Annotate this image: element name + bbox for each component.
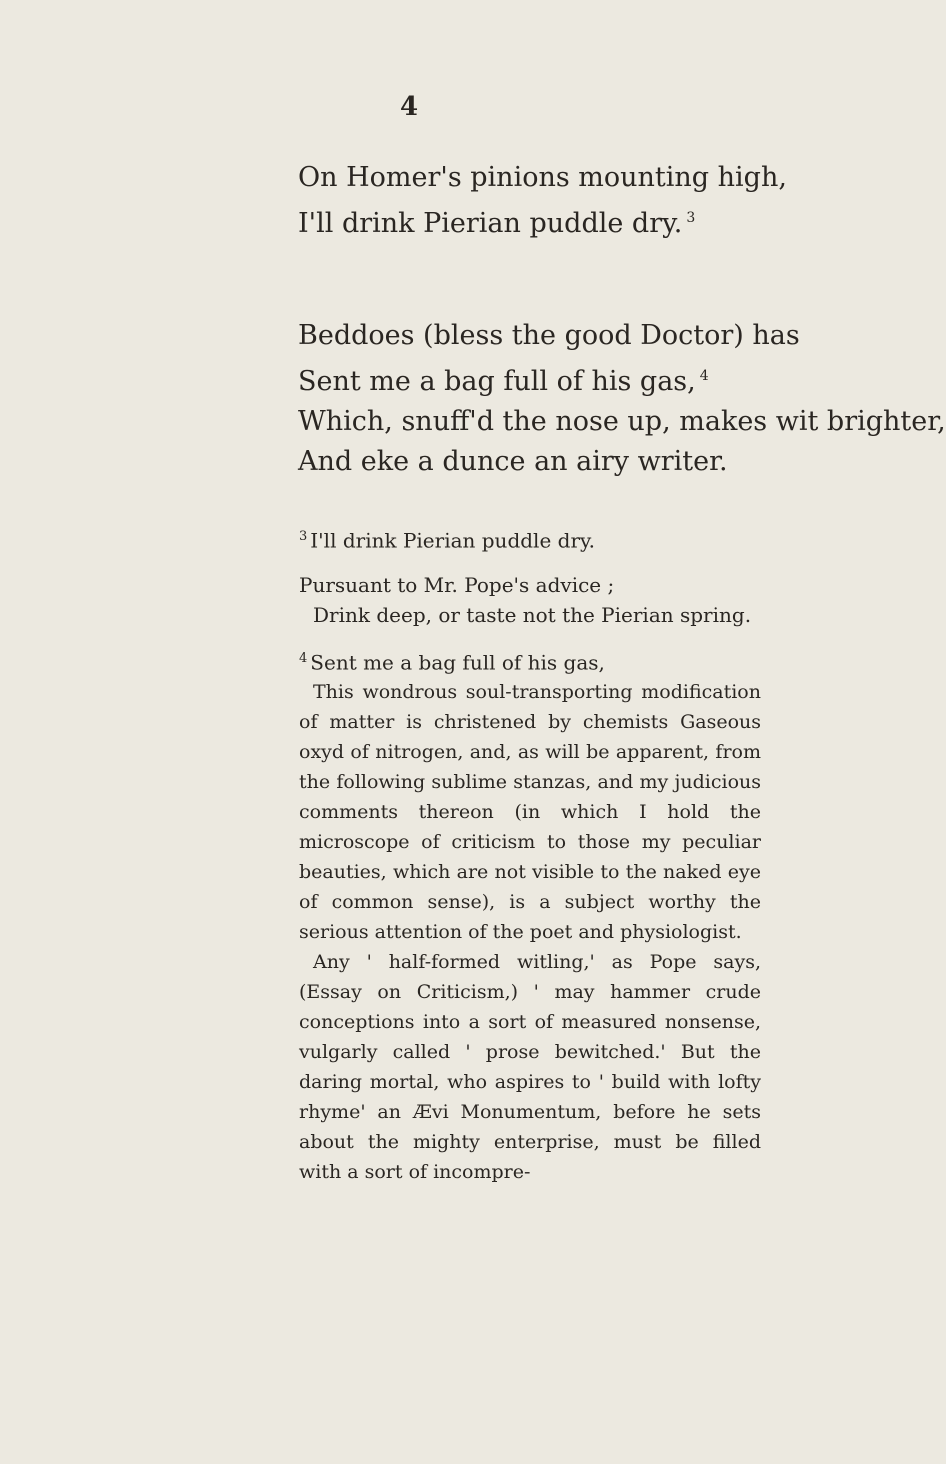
note-3-line: Pursuant to Mr. Pope's advice ; [299, 572, 615, 597]
verse-line [298, 356, 946, 402]
verse-stanza-2 [298, 316, 946, 482]
footnotes [299, 522, 761, 1187]
footnote-ref: 3 [686, 210, 696, 226]
footnote-ref: 4 [699, 368, 709, 384]
verse-stanza-1 [298, 158, 787, 244]
note-heading-text: I'll drink Pierian puddle dry. [310, 528, 595, 553]
verse-line-text: Sent me a bag full of his gas, [298, 366, 696, 397]
verse-line [298, 198, 787, 244]
verse-line: Beddoes (bless the good Doctor) has [298, 320, 800, 351]
note-number: 3 [299, 529, 308, 544]
note-3-heading [299, 522, 761, 556]
note-4-paragraph: This wondrous soul-transporting modification of matter is christened by chemists Gaseous oxyd of nitrogen, and, as will be apparent, from the following sublime stanzas, and my judicious comments thereon (in which I hold the microscope of criticism to those my peculiar beauties, which are not visible to the naked eye of common sense), is a subject worthy the serious attention of the poet and physiologist. [299, 681, 761, 944]
note-4-body [299, 677, 761, 1187]
verse-line: On Homer's pinions mounting high, [298, 162, 787, 193]
note-4-paragraph: Any ' half-formed witling,' as Pope says, (Essay on Criticism,) ' may hammer crude conceptions into a sort of measured nonsense, vulgarly called ' prose bewitched.' But the daring mortal, who aspires to ' build with lofty rhyme' an Ævi Monumentum, before he sets about the mighty enterprise, must be filled with a sort of incompre- [299, 951, 761, 1184]
note-4-heading [299, 644, 761, 678]
note-heading-text: Sent me a bag full of his gas, [310, 650, 605, 675]
note-3-line: Drink deep, or taste not the Pierian spring. [313, 602, 752, 627]
note-number: 4 [299, 650, 308, 666]
page-number: 4 [400, 92, 419, 122]
verse-line: Which, snuff'd the nose up, makes wit brighter, [298, 406, 946, 437]
verse-line: And eke a dunce an airy writer. [298, 446, 728, 477]
verse-line-text: I'll drink Pierian puddle dry. [298, 208, 683, 239]
